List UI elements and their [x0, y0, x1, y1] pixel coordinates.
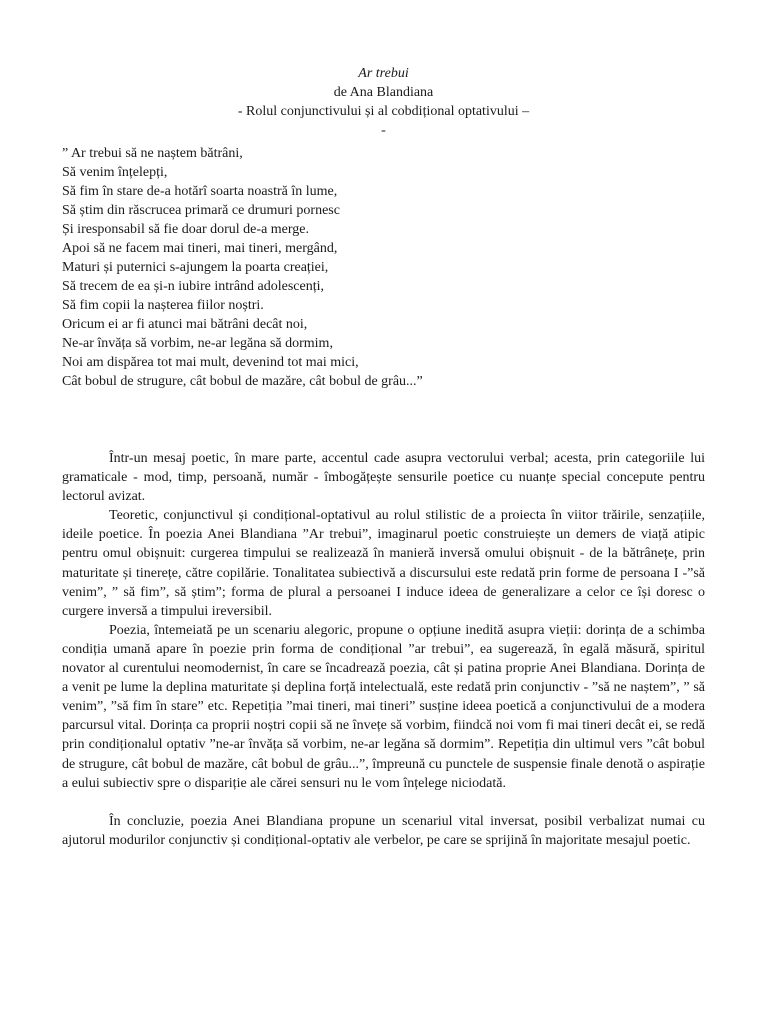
- essay-paragraph-analysis: Poezia, întemeiată pe un scenariu alegoric, propune o opțiune inedită asupra vieții: dorința de a schimba condiția umană apare în poezie prin forma de condițional ”ar trebui”, ea sugerează, în egală măsură, spiritul novator al curentului neomodernist, în care se încadrează poezia, cât și patina proprie Anei Blandiana. Dorința de a venit pe lume la deplina maturitate și deplina forță intelectuală, este redată prin conjunctiv - ”să ne naștem”, ” să venim”, ”să fim în stare” etc. Repetiția ”mai tineri, mai tineri” susține ideea poetică a conjunctivului de a modera parcursul vital. Dorința ca proprii noștri copii să ne învețe să vorbim, fiindcă noi vom fi mai tineri decât ei, se redă prin condiționalul optativ ”ne-ar învăța să vorbim, ne-ar legăna să dormim”. Repetiția din ultimul vers ”cât bobul de strugure, cât bobul de mazăre, cât bobul de grâu...”, împreună cu punctele de suspensie finale denotă o aspirație a eului subiectiv spre o dispariție ale cărei sensuri nu le vom înțelege niciodată.: [62, 622, 705, 791]
- poem-verse: Oricum ei ar fi atunci mai bătrâni decât noi,: [62, 317, 308, 332]
- poem-verse: Ne-ar învăța să vorbim, ne-ar legăna să dormim,: [62, 336, 333, 351]
- essay-body: [62, 449, 705, 850]
- poem-verse: Să fim copii la nașterea fiilor noștri.: [62, 298, 264, 313]
- essay-paragraph-intro: Într-un mesaj poetic, în mare parte, accentul cade asupra vectorului verbal; acesta, prin categoriile lui gramaticale - mod, timp, persoană, număr - îmbogățește sensurile poetice cu nuanțe special concepute pentru lectorul avizat.: [62, 451, 705, 505]
- poem-verse: Să fim în stare de-a hotărî soarta noastră în lume,: [62, 184, 338, 199]
- subtitle-dash: -: [381, 123, 386, 138]
- poem-verse: Cât bobul de strugure, cât bobul de mazăre, cât bobul de grâu...”: [62, 374, 423, 389]
- poem-verse: Și iresponsabil să fie doar dorul de-a merge.: [62, 222, 310, 237]
- poem-text: [62, 144, 712, 391]
- poem-verse: Apoi să ne facem mai tineri, mai tineri, mergând,: [62, 241, 338, 256]
- poem-verse: Noi am dispărea tot mai mult, devenind tot mai mici,: [62, 355, 359, 370]
- poem-verse: Să venim înțelepți,: [62, 165, 168, 180]
- document-subtitle: - Rolul conjunctivului și al cobdițional optativului –: [237, 104, 530, 119]
- essay-paragraph-theory: Teoretic, conjunctivul și condițional-optativul au rolul stilistic de a proiecta în viitor trăirile, senzațiile, ideile poetice. În poezia Anei Blandiana ”Ar trebui”, imaginarul poetic construiește un demers de viață atipic pentru omul obișnuit: curgerea timpului se realizează în manieră inversă omului obișnuit - de la bătrânețe, prin maturitate și tinerețe, către copilărie. Tonalitatea subiectivă a discursului este redată prin forme de persoana I -”să venim”, ” să fim”, să știm”; forma de plural a persoanei I induce ideea de generalizare a celor ce își doresc o curgere inversă a timpului ireversibil.: [62, 508, 705, 619]
- poem-author: de Ana Blandiana: [333, 85, 434, 100]
- poem-verse: ” Ar trebui să ne naștem bătrâni,: [62, 146, 243, 161]
- poem-verse: Să trecem de ea și-n iubire intrând adolescenți,: [62, 279, 325, 294]
- essay-paragraph-conclusion: În concluzie, poezia Anei Blandiana propune un scenariul vital inversat, posibil verbalizat numai cu ajutorul modurilor conjunctiv și condițional-optativ ale verbelor, pe care se sprijină în majoritate mesajul poetic.: [62, 813, 705, 848]
- poem-verse: Maturi și puternici s-ajungem la poarta creației,: [62, 260, 329, 275]
- document-header: [62, 64, 705, 140]
- poem-verse: Să știm din răscrucea primară ce drumuri pornesc: [62, 203, 340, 218]
- poem-title: Ar trebui: [358, 66, 409, 81]
